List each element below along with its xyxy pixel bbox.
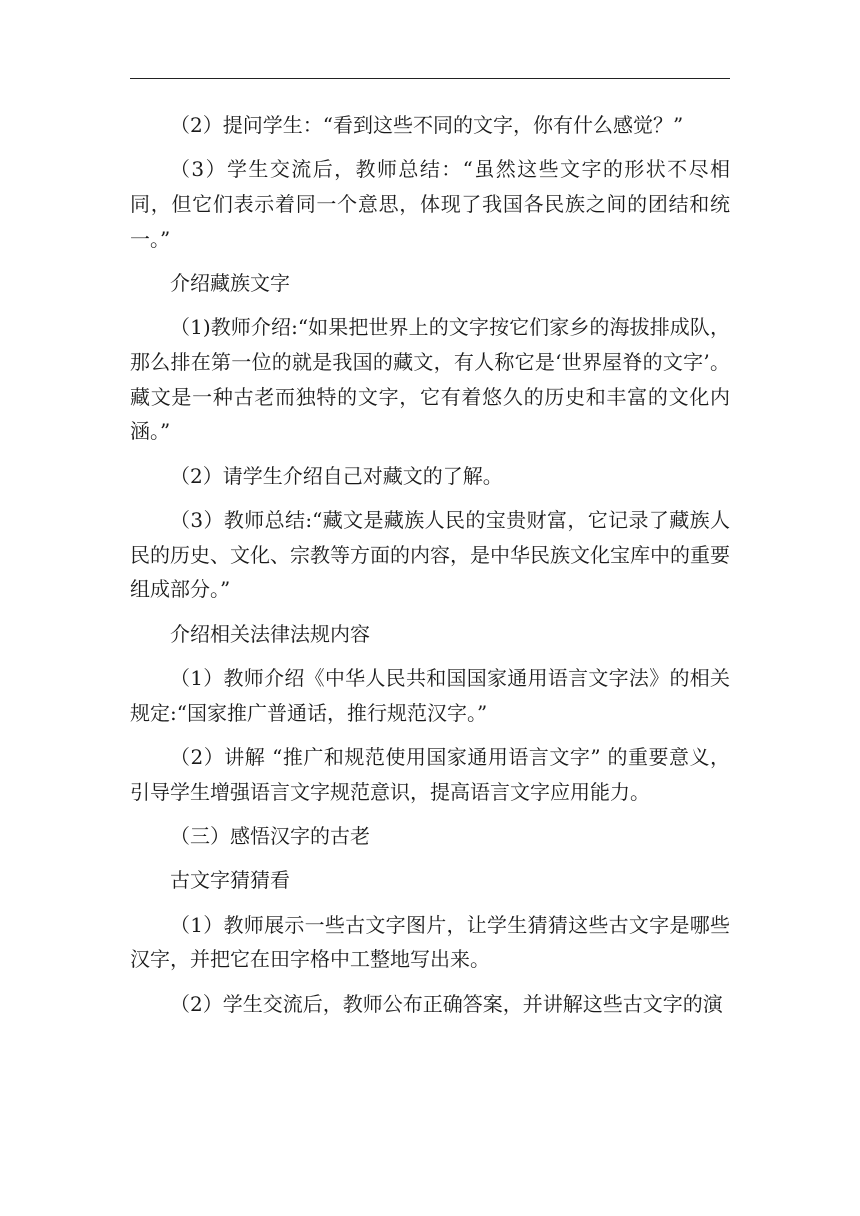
paragraph: （3）学生交流后，教师总结：“虽然这些文字的形状不尽相同，但它们表示着同一个意思，体现了我国各民族之间的团结和统一。” bbox=[130, 157, 730, 251]
paragraph: （1)教师介绍:“如果把世界上的文字按它们家乡的海拔排成队，那么排在第一位的就是我国的藏文，有人称它是‘世界屋脊的文字’。藏文是一种古老而独特的文字，它有着悠久的历史和丰富的文化内涵。” bbox=[130, 315, 730, 444]
paragraph: （1）教师介绍《中华人民共和国国家通用语言文字法》的相关规定:“国家推广普通话，推行规范汉字。” bbox=[130, 666, 730, 725]
paragraph: （1）教师展示一些古文字图片，让学生猜猜这些古文字是哪些汉字，并把它在田字格中工整地写出来。 bbox=[130, 912, 730, 972]
section-heading: 古文字猜猜看 bbox=[170, 868, 290, 893]
paragraph: （2）学生交流后，教师公布正确答案，并讲解这些古文字的演 bbox=[170, 991, 723, 1016]
paragraph: （3）教师总结:“藏文是藏族人民的宝贵财富，它记录了藏族人民的历史、文化、宗教等方面的内容，是中华民族文化宝库中的重要组成部分。” bbox=[130, 508, 730, 602]
header-rule bbox=[130, 78, 730, 79]
paragraph: （2）请学生介绍自己对藏文的了解。 bbox=[170, 463, 503, 488]
section-heading: 介绍相关法律法规内容 bbox=[170, 621, 370, 646]
section-heading: 介绍藏族文字 bbox=[170, 271, 290, 295]
section-heading: （三）感悟汉字的古老 bbox=[170, 824, 370, 848]
document-body bbox=[130, 108, 730, 1031]
paragraph: （2）讲解 “推广和规范使用国家通用语言文字” 的重要意义，引导学生增强语言文字规范意识，提高语言文字应用能力。 bbox=[130, 745, 730, 804]
paragraph: （2）提问学生：“看到这些不同的文字，你有什么感觉？” bbox=[170, 113, 684, 137]
